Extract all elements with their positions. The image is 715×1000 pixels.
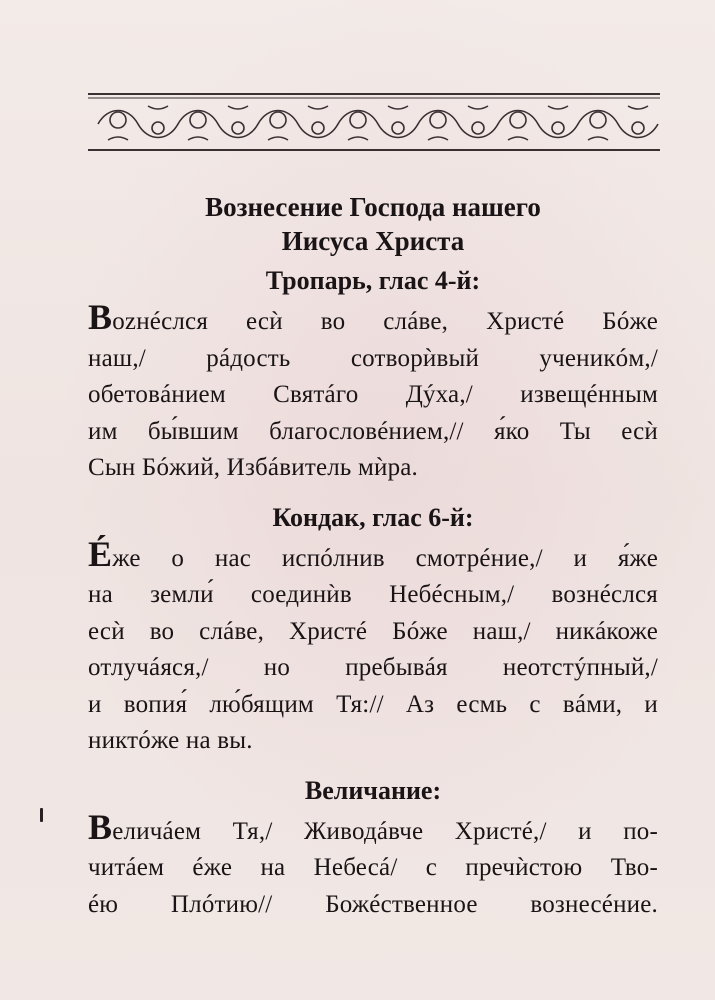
magnification-text — [88, 806, 658, 924]
magnification-dropcap: В — [88, 806, 113, 847]
kontakion-line-2: на земли́ соединѝв Небéсным,/ вознéслся — [88, 581, 658, 608]
magnification-line-3: éю Плóтию// Божéственное вознесéние. — [88, 890, 658, 918]
floral-scroll-ornament-icon — [88, 92, 660, 154]
magnification-line-1: Величáем Тя,/ Живодáвче Христé,/ и по- — [88, 806, 658, 847]
kontakion-heading: Кондак, глас 6-й: — [272, 502, 474, 532]
troparion-text — [88, 297, 658, 487]
margin-mark — [40, 808, 43, 822]
troparion-line-2: наш,/ рáдость сотворѝвый ученикóм,/ — [88, 344, 658, 372]
kontakion-line-4: отлучáяся,/ но пребывáя неотстýпный,/ — [88, 654, 658, 681]
kontakion-line-1: Éже о нас испóлнив смотрéние,/ и я́же — [88, 533, 658, 574]
troparion-line-1: Вozнéслся есѝ во слáве, Христé Бóже — [88, 297, 658, 337]
feast-title — [88, 190, 658, 258]
troparion-dropcap: В — [88, 297, 113, 337]
troparion-heading: Тропарь, глас 4-й: — [265, 266, 481, 295]
kontakion-line-6: никтóже на вы. — [88, 727, 253, 754]
kontakion-text — [88, 533, 658, 760]
kontakion-line-5: и вопия́ лю́бящим Тя:// Аз есмь с вáми, и — [88, 690, 658, 718]
troparion-line-4: им бы́вшим благословéнием,// я́ко Ты есѝ — [88, 417, 658, 445]
kontakion-line-3: есѝ во слáве, Христé Бóже наш,/ никáкоже — [88, 617, 658, 645]
troparion-line-5: Сын Бóжий, Избáвитель мѝра. — [88, 454, 419, 481]
feast-title-line-2: Иисуса Христа — [281, 226, 465, 256]
feast-title-line-1: Вознесение Господа нашего — [205, 192, 541, 222]
troparion-line-3: обетовáнием Святáго Дýха,/ извещéнным — [88, 381, 658, 408]
magnification-heading: Величание: — [304, 775, 442, 805]
magnification-line-2: читáем éже на Небесá/ с пречѝстою Тво- — [88, 854, 658, 881]
kontakion-dropcap: É — [88, 533, 113, 574]
prayer-text-block — [88, 190, 658, 923]
